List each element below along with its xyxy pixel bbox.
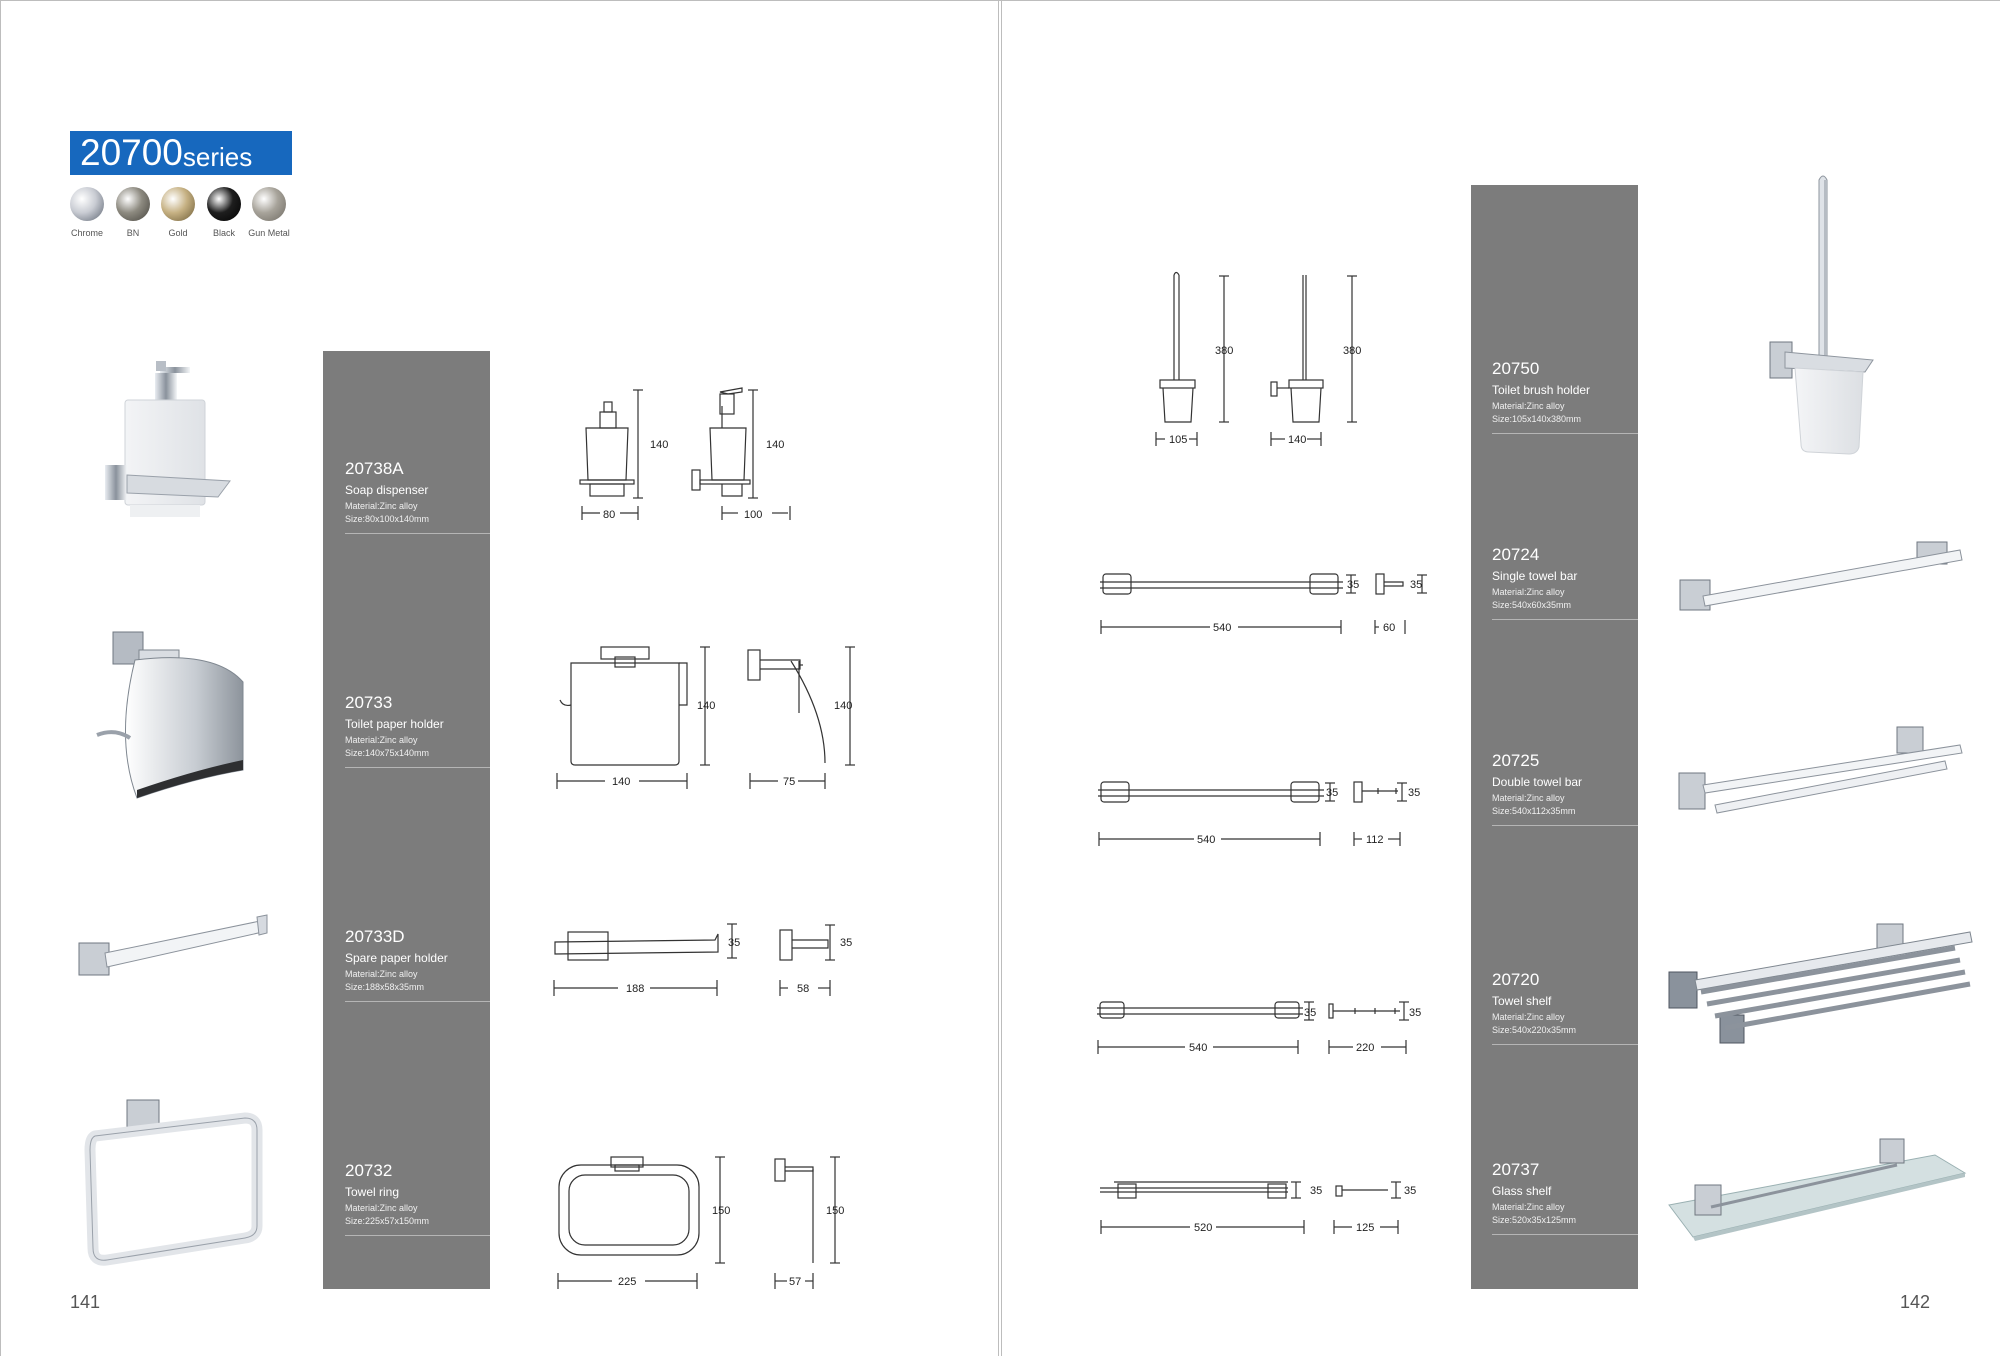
product-size: Size:188x58x35mm bbox=[345, 982, 425, 992]
dim-sph-side-height: 35 bbox=[840, 937, 853, 949]
product-info-20732 bbox=[345, 1161, 429, 1226]
product-info-20733d bbox=[345, 927, 448, 992]
product-separator bbox=[345, 1235, 490, 1236]
dim-tph-side-width: 75 bbox=[783, 776, 796, 788]
finish-swatch-chrome bbox=[70, 187, 104, 221]
photo-double-towel-bar bbox=[1675, 725, 1965, 820]
product-info-20738a bbox=[345, 459, 429, 524]
finish-label: BN bbox=[126, 228, 140, 238]
dim-dtb-side-width: 112 bbox=[1366, 834, 1384, 846]
product-material: Material:Zinc alloy bbox=[1492, 793, 1565, 803]
page-top-border bbox=[0, 0, 2000, 1]
product-separator bbox=[345, 1001, 490, 1002]
page-spine-right bbox=[1001, 0, 1002, 1356]
product-name: Glass shelf bbox=[1492, 1184, 1552, 1198]
product-code: 20733D bbox=[345, 927, 405, 946]
dim-tbh-front-width: 105 bbox=[1169, 434, 1188, 446]
product-size: Size:540x112x35mm bbox=[1492, 806, 1576, 816]
product-material: Material:Zinc alloy bbox=[345, 501, 418, 511]
dim-tbh-side-height: 380 bbox=[1343, 345, 1362, 357]
dim-tph-front-width: 140 bbox=[612, 776, 631, 788]
finish-label: Chrome bbox=[70, 228, 103, 238]
product-name: Soap dispenser bbox=[345, 483, 429, 497]
product-name: Double towel bar bbox=[1492, 775, 1583, 789]
dim-tr-front-width: 225 bbox=[618, 1276, 637, 1288]
dim-soap-side-width: 100 bbox=[744, 509, 763, 521]
product-code: 20733 bbox=[345, 693, 393, 712]
product-size: Size:140x75x140mm bbox=[345, 748, 430, 758]
dim-dtb-side-height: 35 bbox=[1408, 787, 1421, 799]
dim-stb-side-width: 60 bbox=[1383, 622, 1396, 634]
dim-dtb-front-width: 540 bbox=[1197, 834, 1216, 846]
series-suffix: series bbox=[182, 142, 253, 172]
dim-tbh-side-width: 140 bbox=[1288, 434, 1307, 446]
photo-single-towel-bar bbox=[1675, 538, 1965, 618]
product-size: Size:520x35x125mm bbox=[1492, 1215, 1577, 1225]
product-separator bbox=[1492, 1044, 1638, 1045]
photo-glass-shelf bbox=[1665, 1135, 1975, 1245]
drawing-glass-shelf bbox=[1098, 1178, 1428, 1238]
dim-gs-side-width: 125 bbox=[1356, 1222, 1375, 1234]
finish-label: Gun Metal bbox=[248, 228, 290, 238]
drawing-toilet-paper-holder bbox=[555, 645, 865, 790]
finish-label: Gold bbox=[168, 228, 188, 238]
finish-swatch-gold bbox=[161, 187, 195, 221]
product-code: 20720 bbox=[1492, 970, 1540, 989]
dim-gs-side-height: 35 bbox=[1404, 1185, 1417, 1197]
series-number: 20700 bbox=[80, 132, 183, 173]
product-info-20724 bbox=[1492, 545, 1577, 610]
product-size: Size:540x220x35mm bbox=[1492, 1025, 1577, 1035]
product-size: Size:540x60x35mm bbox=[1492, 600, 1572, 610]
product-name: Single towel bar bbox=[1492, 569, 1578, 583]
product-material: Material:Zinc alloy bbox=[1492, 1012, 1565, 1022]
product-size: Size:105x140x380mm bbox=[1492, 414, 1582, 424]
product-separator bbox=[1492, 825, 1638, 826]
finish-swatch-bn bbox=[116, 187, 150, 221]
dim-dtb-front-height: 35 bbox=[1326, 787, 1339, 799]
product-material: Material:Zinc alloy bbox=[345, 969, 418, 979]
dim-soap-side-height: 140 bbox=[766, 439, 785, 451]
drawing-soap-dispenser bbox=[570, 380, 850, 525]
drawing-double-towel-bar bbox=[1096, 778, 1426, 850]
finish-label: Black bbox=[212, 228, 235, 238]
product-material: Material:Zinc alloy bbox=[345, 1203, 418, 1213]
dim-sph-side-width: 58 bbox=[797, 983, 810, 995]
product-code: 20724 bbox=[1492, 545, 1540, 564]
page-left-border bbox=[0, 0, 1, 1356]
drawing-towel-ring bbox=[555, 1155, 855, 1295]
product-material: Material:Zinc alloy bbox=[1492, 401, 1565, 411]
dim-tr-front-height: 150 bbox=[712, 1205, 731, 1217]
product-material: Material:Zinc alloy bbox=[345, 735, 418, 745]
dim-tr-side-height: 150 bbox=[826, 1205, 845, 1217]
dim-tr-side-width: 57 bbox=[789, 1276, 802, 1288]
product-name: Towel ring bbox=[345, 1185, 400, 1199]
finish-swatch-black bbox=[207, 187, 241, 221]
product-separator bbox=[345, 533, 490, 534]
product-info-20720 bbox=[1492, 970, 1576, 1035]
product-info-20737 bbox=[1492, 1160, 1576, 1225]
photo-toilet-brush-holder bbox=[1765, 172, 1885, 457]
right-product-panel bbox=[1471, 185, 1638, 1289]
product-info-20725 bbox=[1492, 751, 1582, 816]
dim-stb-side-height: 35 bbox=[1410, 579, 1423, 591]
product-code: 20732 bbox=[345, 1161, 393, 1180]
dim-tph-side-height: 140 bbox=[834, 700, 853, 712]
dim-stb-front-height: 35 bbox=[1347, 579, 1360, 591]
dim-ts-side-height: 35 bbox=[1409, 1007, 1422, 1019]
product-code: 20737 bbox=[1492, 1160, 1540, 1179]
product-material: Material:Zinc alloy bbox=[1492, 1202, 1565, 1212]
dim-ts-side-width: 220 bbox=[1356, 1042, 1375, 1054]
page-number-right: 142 bbox=[1900, 1292, 1931, 1312]
dim-soap-front-width: 80 bbox=[603, 509, 616, 521]
drawing-spare-paper-holder bbox=[550, 920, 860, 1002]
dim-sph-front-width: 188 bbox=[626, 983, 645, 995]
product-name: Toilet brush holder bbox=[1492, 383, 1591, 397]
product-size: Size:80x100x140mm bbox=[345, 514, 430, 524]
dim-ts-front-width: 540 bbox=[1189, 1042, 1208, 1054]
photo-toilet-paper-holder bbox=[95, 620, 250, 800]
product-separator bbox=[1492, 619, 1638, 620]
dim-tbh-front-height: 380 bbox=[1215, 345, 1234, 357]
drawing-towel-shelf bbox=[1095, 998, 1425, 1058]
dim-stb-front-width: 540 bbox=[1213, 622, 1232, 634]
dim-gs-front-height: 35 bbox=[1310, 1185, 1323, 1197]
page-number-left: 141 bbox=[70, 1292, 101, 1312]
product-name: Toilet paper holder bbox=[345, 717, 444, 731]
finish-swatch-gun-metal bbox=[252, 187, 286, 221]
dim-tph-front-height: 140 bbox=[697, 700, 716, 712]
product-separator bbox=[1492, 1234, 1638, 1235]
product-size: Size:225x57x150mm bbox=[345, 1216, 430, 1226]
photo-towel-shelf bbox=[1665, 920, 1980, 1045]
photo-soap-dispenser bbox=[100, 355, 240, 530]
product-separator bbox=[345, 767, 490, 768]
product-info-20750 bbox=[1492, 359, 1590, 424]
product-code: 20738A bbox=[345, 459, 404, 478]
photo-spare-paper-holder bbox=[75, 915, 270, 990]
product-separator bbox=[1492, 433, 1638, 434]
drawing-toilet-brush-holder bbox=[1145, 270, 1395, 450]
product-name: Spare paper holder bbox=[345, 951, 448, 965]
dim-ts-front-height: 35 bbox=[1304, 1007, 1317, 1019]
product-name: Towel shelf bbox=[1492, 994, 1552, 1008]
drawing-single-towel-bar bbox=[1098, 568, 1438, 638]
dim-soap-front-height: 140 bbox=[650, 439, 669, 451]
product-code: 20725 bbox=[1492, 751, 1540, 770]
series-title bbox=[70, 131, 292, 175]
product-material: Material:Zinc alloy bbox=[1492, 587, 1565, 597]
dim-gs-front-width: 520 bbox=[1194, 1222, 1213, 1234]
page-spine-left bbox=[998, 0, 999, 1356]
product-info-20733 bbox=[345, 693, 444, 758]
photo-towel-ring bbox=[85, 1098, 260, 1268]
product-code: 20750 bbox=[1492, 359, 1540, 378]
dim-sph-front-height: 35 bbox=[728, 937, 741, 949]
